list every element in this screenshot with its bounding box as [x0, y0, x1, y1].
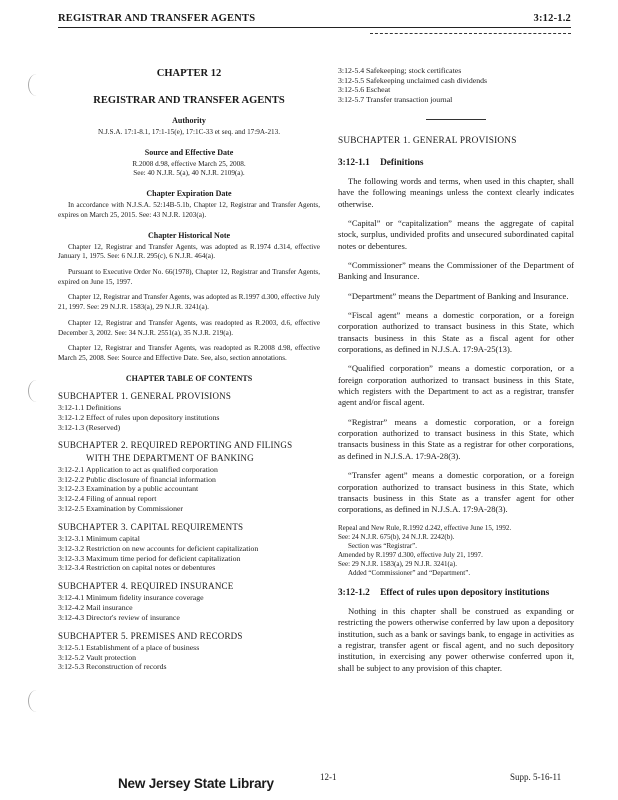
historical-notes — [58, 243, 320, 364]
toc-heading: CHAPTER TABLE OF CONTENTS — [125, 373, 253, 383]
toc-row — [58, 465, 320, 475]
toc-row — [338, 76, 574, 86]
history-line: Added “Commissioner” and “Department”. — [348, 569, 471, 577]
toc-continued — [338, 66, 574, 105]
definition-paragraph: “Capital” or “capitalization” means the aggregate of capital stock, surplus, undivided profits and unsecured subordinated capital notes or debentures. — [338, 217, 574, 251]
source-line: See: 40 N.J.R. 5(a), 40 N.J.R. 2109(a). — [133, 169, 245, 178]
history-line: See: 29 N.J.R. 1583(a), 29 N.J.R. 3241(a). — [338, 559, 457, 568]
section-number: 3:12-1.1 — [338, 157, 370, 168]
library-stamp: New Jersey State Library — [118, 776, 274, 791]
toc-subchapter-heading: SUBCHAPTER 1. GENERAL PROVISIONS — [58, 390, 232, 401]
toc-row — [338, 66, 574, 76]
toc-row — [58, 413, 320, 423]
toc-section-title: Examination by Commissioner — [86, 503, 184, 513]
toc-section-title: Public disclosure of financial information — [86, 474, 216, 484]
toc-section-number: 3:12-2.2 — [58, 474, 85, 484]
history-line: Amended by R.1997 d.300, effective July 21, 1997. — [338, 550, 483, 559]
definition-paragraph: The following words and terms, when used in this chapter, shall have the following meanings unless the context clearly indicates otherwise. — [338, 175, 574, 209]
section-heading — [338, 588, 574, 598]
toc-section-title: Reconstruction of records — [86, 662, 167, 672]
toc-row — [58, 613, 320, 623]
toc-subchapter-heading: WITH THE DEPARTMENT OF BANKING — [86, 452, 254, 463]
toc-section-number: 3:12-5.5 — [338, 75, 365, 85]
toc-row — [58, 504, 320, 514]
section-title: Effect of rules upon depository institutions — [380, 588, 550, 599]
toc-section-number: 3:12-3.4 — [58, 563, 85, 573]
history-line: Repeal and New Rule, R.1992 d.242, effective June 15, 1992. — [338, 523, 512, 532]
toc-row — [58, 475, 320, 485]
toc-row — [338, 95, 574, 105]
toc-row — [58, 403, 320, 413]
definition-paragraph: “Commissioner” means the Commissioner of the Department of Banking and Insurance. — [338, 260, 574, 282]
definition-paragraph: “Registrar” means a domestic corporation, or a foreign corporation authorized to transact business in this State, which transacts business in this State as a registrar for other corporations, as defined in N.J.S.A. 17:9A-28(3). — [338, 416, 574, 461]
toc-section-title: Effect of rules upon depository institutions — [86, 412, 220, 422]
definition-paragraph: “Fiscal agent” means a domestic corporation, or a foreign corporation authorized to transact business in this State, which transacts business in this State as a fiscal agent for other corporations, as defined in N.J.S.A. 17:9A-25(13). — [338, 310, 574, 355]
right-column — [338, 66, 574, 682]
toc-section-title: Definitions — [86, 403, 122, 413]
toc-section-number: 3:12-4.2 — [58, 603, 85, 613]
definition-paragraph: “Transfer agent” means a domestic corporation, or a foreign corporation authorized to transact business in this State, which transacts business in this State as a transfer agent for other corporations, as defined in N.J.S.A. 17:9A-28(3). — [338, 470, 574, 515]
authority-heading: Authority — [172, 116, 206, 125]
toc-section-number: 3:12-2.5 — [58, 503, 85, 513]
header-title: REGISTRAR AND TRANSFER AGENTS — [58, 13, 256, 24]
toc-row — [58, 484, 320, 494]
supplement-date: Supp. 5-16-11 — [510, 772, 562, 782]
toc-section-number: 3:12-1.1 — [58, 403, 85, 413]
toc-section-title: Examination by a public accountant — [86, 484, 199, 494]
section-divider — [426, 119, 486, 120]
amendment-history — [338, 524, 574, 579]
toc-section-number: 3:12-5.6 — [338, 85, 365, 95]
page-number: 12-1 — [320, 772, 337, 782]
toc-section-number: 3:12-5.4 — [338, 66, 365, 75]
left-column — [58, 66, 320, 672]
chapter-number: CHAPTER 12 — [156, 68, 222, 79]
toc-row — [58, 544, 320, 554]
toc-row — [58, 603, 320, 613]
toc-row — [58, 643, 320, 653]
toc-section-number: 3:12-2.3 — [58, 484, 85, 494]
section-title: Definitions — [380, 157, 424, 168]
toc-section-number: 3:12-1.2 — [58, 412, 85, 422]
definition-paragraph: “Qualified corporation” means a domestic corporation, or a foreign corporation authorized to transact business in this State, which registers with the Department to act as a registrar, transfer agent and/or fiscal agent. — [338, 363, 574, 408]
source-line: R.2008 d.98, effective March 25, 2008. — [132, 159, 246, 168]
toc-section-number: 3:12-5.3 — [58, 662, 85, 672]
chapter-name: REGISTRAR AND TRANSFER AGENTS — [93, 95, 285, 106]
toc-section-number: 3:12-2.1 — [58, 465, 85, 475]
historical-note-paragraph: Chapter 12, Registrar and Transfer Agents, was adopted as R.1997 d.300, effective July 21, 1997. See: 29 N.J.R. 1583(a), 29 N.J.R. 3241(a). — [58, 293, 320, 312]
toc-section-title: Safekeeping unclaimed cash dividends — [366, 75, 488, 85]
toc-section-title: Maximum time period for deficient capitalization — [86, 553, 241, 563]
table-of-contents — [58, 391, 320, 672]
toc-section-title: Escheat — [366, 85, 391, 95]
definitions — [338, 176, 574, 516]
historical-note-paragraph: Chapter 12, Registrar and Transfer Agents, was adopted as R.1974 d.314, effective January 1, 1975. See: 6 N.J.R. 295(c), 6 N.J.R. 464(a). — [58, 242, 320, 261]
section-number: 3:12-1.2 — [338, 588, 370, 599]
toc-subchapter-heading: SUBCHAPTER 3. CAPITAL REQUIREMENTS — [58, 521, 244, 532]
toc-row — [338, 85, 574, 95]
toc-subchapter-heading: SUBCHAPTER 4. REQUIRED INSURANCE — [58, 580, 234, 591]
toc-section-number: 3:12-1.3 — [58, 422, 85, 432]
toc-section-title: Vault protection — [86, 652, 137, 662]
expiration-text: In accordance with N.J.S.A. 52:14B-5.1b, Chapter 12, Registrar and Transfer Agents, expires on March 25, 2015. See: 43 N.J.R. 1203(a). — [58, 201, 320, 219]
toc-section-number: 3:12-4.1 — [58, 593, 85, 603]
authority-text: N.J.S.A. 17:1-8.1, 17:1-15(e), 17:1C-33 et seq. and 17:9A-213. — [97, 128, 281, 136]
toc-row — [58, 534, 320, 544]
punch-hole-mark — [28, 690, 45, 712]
source-heading: Source and Effective Date — [144, 147, 234, 157]
history-line: Section was “Registrar”. — [348, 541, 418, 550]
toc-section-title: Mail insurance — [86, 603, 133, 613]
toc-section-title: Restriction on capital notes or debentures — [86, 563, 216, 573]
toc-section-title: Transfer transaction journal — [366, 95, 453, 105]
toc-subchapter-heading: SUBCHAPTER 2. REQUIRED REPORTING AND FILINGS — [58, 440, 293, 451]
toc-section-title: Establishment of a place of business — [86, 642, 200, 652]
toc-section-number: 3:12-5.2 — [58, 652, 85, 662]
toc-section-number: 3:12-5.7 — [338, 95, 365, 105]
section-body: Nothing in this chapter shall be construed as expanding or restricting the powers otherwise conferred by law upon a depository institution, such as a bank or savings bank, to engage in activities as a registrar, transfer agent or fiscal agent, and no such depository institution, in exercising any power otherwise conferred upon it, shall be subject to any provision of this chapter. — [338, 606, 574, 673]
toc-section-title: Director's review of insurance — [86, 612, 180, 622]
toc-row — [58, 554, 320, 564]
punch-hole-mark — [28, 380, 45, 402]
toc-section-title: Restriction on new accounts for deficient capitalization — [86, 543, 259, 553]
definition-paragraph: “Department” means the Department of Banking and Insurance. — [348, 290, 569, 301]
historical-note-paragraph: Chapter 12, Registrar and Transfer Agents, was readopted as R.2003, d.6, effective December 3, 2002. See: 34 N.J.R. 2551(a), 35 N.J.R. 219(a). — [58, 318, 320, 337]
toc-row — [58, 494, 320, 504]
toc-section-title: Minimum capital — [86, 534, 140, 544]
toc-section-number: 3:12-5.1 — [58, 642, 85, 652]
toc-row — [58, 563, 320, 573]
historical-note-paragraph: Pursuant to Executive Order No. 66(1978), Chapter 12, Registrar and Transfer Agents, expired on June 15, 1997. — [58, 268, 320, 286]
toc-section-title: Safekeeping; stock certificates — [366, 66, 462, 75]
toc-section-title: (Reserved) — [86, 422, 121, 432]
toc-section-number: 3:12-3.1 — [58, 534, 85, 544]
toc-section-title: Filing of annual report — [86, 494, 157, 504]
toc-section-title: Application to act as qualified corporation — [86, 465, 218, 475]
subchapter-heading: SUBCHAPTER 1. GENERAL PROVISIONS — [338, 135, 517, 146]
historical-note-paragraph: Chapter 12, Registrar and Transfer Agents, was readopted as R.2008 d.98, effective March 25, 2008. See: Source and Effective Date. See, also, section annotations. — [58, 344, 320, 363]
toc-row — [58, 593, 320, 603]
toc-row — [58, 662, 320, 672]
header-section-number: 3:12-1.2 — [533, 13, 571, 24]
history-line: See: 24 N.J.R. 675(b), 24 N.J.R. 2242(b). — [338, 532, 455, 541]
toc-subchapter-heading: SUBCHAPTER 5. PREMISES AND RECORDS — [58, 630, 243, 641]
toc-section-number: 3:12-3.2 — [58, 543, 85, 553]
toc-section-title: Minimum fidelity insurance coverage — [86, 593, 204, 603]
running-header — [58, 13, 571, 28]
toc-section-number: 3:12-4.3 — [58, 612, 85, 622]
toc-section-number: 3:12-3.3 — [58, 553, 85, 563]
toc-row — [58, 653, 320, 663]
toc-section-number: 3:12-2.4 — [58, 494, 85, 504]
header-dashed-rule — [370, 33, 571, 34]
historical-note-heading: Chapter Historical Note — [147, 230, 231, 240]
expiration-heading: Chapter Expiration Date — [146, 189, 232, 199]
toc-row — [58, 423, 320, 433]
punch-hole-mark — [28, 74, 45, 96]
section-heading — [338, 158, 574, 168]
